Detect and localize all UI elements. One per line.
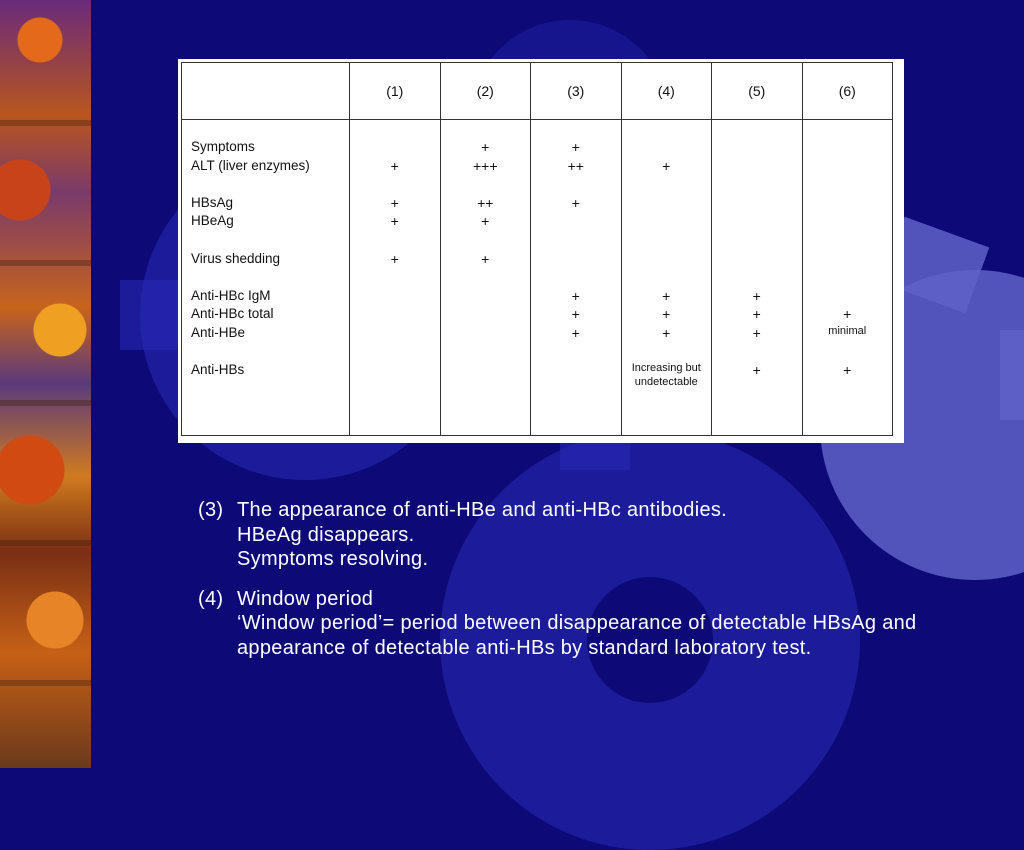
marker-value: + bbox=[843, 362, 852, 379]
empty-cell bbox=[803, 194, 893, 213]
row-label: ALT (liver enzymes) bbox=[191, 157, 310, 173]
marker-value: + bbox=[662, 287, 671, 304]
empty-cell bbox=[531, 212, 621, 231]
marker-value: Increasing but undetectable bbox=[631, 362, 701, 389]
empty-cell bbox=[803, 287, 893, 306]
note-number: (3) bbox=[198, 499, 224, 521]
header-blank-cell bbox=[182, 63, 350, 120]
marker-value: + bbox=[752, 324, 761, 341]
empty-cell bbox=[622, 343, 712, 362]
marker-value: + bbox=[662, 324, 671, 341]
explanatory-notes bbox=[198, 498, 968, 660]
stage-column bbox=[712, 120, 803, 436]
empty-cell bbox=[712, 157, 802, 176]
empty-cell bbox=[441, 361, 531, 380]
empty-cell bbox=[622, 194, 712, 213]
marker-value: + bbox=[571, 324, 580, 341]
stage-column bbox=[802, 120, 893, 436]
column-header: (3) bbox=[531, 63, 622, 120]
gear-tooth bbox=[1000, 330, 1024, 420]
row-gap bbox=[182, 175, 349, 194]
empty-cell bbox=[622, 175, 712, 194]
marker-value: + bbox=[571, 194, 580, 211]
empty-cell bbox=[531, 250, 621, 269]
marker-value: + bbox=[752, 306, 761, 323]
marker-value: + bbox=[752, 287, 761, 304]
stage-column bbox=[440, 120, 531, 436]
row-gap bbox=[182, 268, 349, 287]
marker-value: + bbox=[752, 362, 761, 379]
empty-cell bbox=[350, 305, 440, 324]
row-labels-column bbox=[182, 120, 350, 436]
column-header: (6) bbox=[802, 63, 893, 120]
note-stage-3 bbox=[198, 498, 968, 572]
empty-cell bbox=[803, 268, 893, 287]
row-label: HBsAg bbox=[191, 194, 234, 210]
empty-cell bbox=[622, 250, 712, 269]
marker-value: + bbox=[390, 157, 399, 174]
marker-value: ++ bbox=[567, 157, 584, 174]
empty-cell bbox=[712, 343, 802, 362]
note-line: Symptoms resolving. bbox=[237, 548, 429, 570]
empty-cell bbox=[712, 138, 802, 157]
row-label: Virus shedding bbox=[191, 250, 281, 266]
row-gap bbox=[182, 343, 349, 362]
marker-value: + bbox=[481, 250, 490, 267]
gear-tooth bbox=[120, 280, 180, 350]
marker-value: + bbox=[481, 213, 490, 230]
row-label: Anti-HBs bbox=[191, 362, 245, 378]
empty-cell bbox=[441, 268, 531, 287]
empty-cell bbox=[350, 138, 440, 157]
empty-cell bbox=[531, 268, 621, 287]
empty-cell bbox=[441, 305, 531, 324]
row-gap bbox=[182, 231, 349, 250]
marker-value: +++ bbox=[472, 157, 498, 174]
stage-column bbox=[350, 120, 441, 436]
empty-cell bbox=[350, 231, 440, 250]
empty-cell bbox=[712, 212, 802, 231]
stage-column bbox=[621, 120, 712, 436]
empty-cell bbox=[441, 287, 531, 306]
marker-value: + bbox=[662, 157, 671, 174]
empty-cell bbox=[712, 194, 802, 213]
note-line: Window period bbox=[237, 587, 374, 610]
empty-cell bbox=[441, 175, 531, 194]
empty-cell bbox=[803, 212, 893, 231]
empty-cell bbox=[531, 175, 621, 194]
marker-value: + bbox=[571, 139, 580, 155]
column-header: (5) bbox=[712, 63, 803, 120]
marker-value: minimal bbox=[828, 324, 867, 337]
empty-cell bbox=[350, 287, 440, 306]
empty-cell bbox=[622, 212, 712, 231]
empty-cell bbox=[350, 175, 440, 194]
stage-column bbox=[531, 120, 622, 436]
empty-cell bbox=[712, 268, 802, 287]
marker-value: + bbox=[481, 139, 490, 155]
decorative-side-strip bbox=[0, 0, 91, 768]
note-line: HBeAg disappears. bbox=[237, 523, 415, 546]
marker-value: + bbox=[390, 250, 399, 267]
empty-cell bbox=[622, 138, 712, 157]
empty-cell bbox=[803, 157, 893, 176]
row-label: Symptoms bbox=[191, 139, 255, 154]
marker-value: + bbox=[571, 306, 580, 323]
empty-cell bbox=[622, 268, 712, 287]
empty-cell bbox=[350, 268, 440, 287]
empty-cell bbox=[350, 343, 440, 362]
row-label: HBeAg bbox=[191, 213, 234, 229]
note-stage-4 bbox=[198, 587, 968, 661]
empty-cell bbox=[712, 231, 802, 250]
note-line: The appearance of anti-HBe and anti-HBc antibodies. bbox=[237, 499, 728, 521]
marker-value: + bbox=[390, 213, 399, 230]
marker-value: + bbox=[390, 194, 399, 211]
row-label: Anti-HBe bbox=[191, 324, 246, 340]
empty-cell bbox=[622, 231, 712, 250]
empty-cell bbox=[350, 324, 440, 343]
empty-cell bbox=[350, 361, 440, 380]
empty-cell bbox=[441, 324, 531, 343]
note-number: (4) bbox=[198, 587, 224, 610]
marker-value: + bbox=[843, 306, 852, 323]
row-label: Anti-HBc IgM bbox=[191, 287, 271, 303]
empty-cell bbox=[441, 231, 531, 250]
empty-cell bbox=[803, 250, 893, 269]
column-header: (1) bbox=[350, 63, 441, 120]
empty-cell bbox=[531, 231, 621, 250]
row-label: Anti-HBc total bbox=[191, 306, 274, 322]
marker-value: + bbox=[662, 306, 671, 323]
empty-cell bbox=[712, 250, 802, 269]
empty-cell bbox=[803, 231, 893, 250]
column-header: (2) bbox=[440, 63, 531, 120]
empty-cell bbox=[441, 343, 531, 362]
hepatitis-b-markers-table bbox=[178, 59, 904, 443]
empty-cell bbox=[531, 361, 621, 380]
column-header: (4) bbox=[621, 63, 712, 120]
marker-value: ++ bbox=[477, 194, 494, 211]
empty-cell bbox=[803, 343, 893, 362]
marker-value: + bbox=[571, 287, 580, 304]
note-line: ‘Window period’= period between disappearance of detectable HBsAg and appearance of detectable anti-HBs by standard laboratory test. bbox=[237, 612, 917, 659]
empty-cell bbox=[531, 343, 621, 362]
empty-cell bbox=[803, 138, 893, 157]
empty-cell bbox=[803, 175, 893, 194]
empty-cell bbox=[712, 175, 802, 194]
